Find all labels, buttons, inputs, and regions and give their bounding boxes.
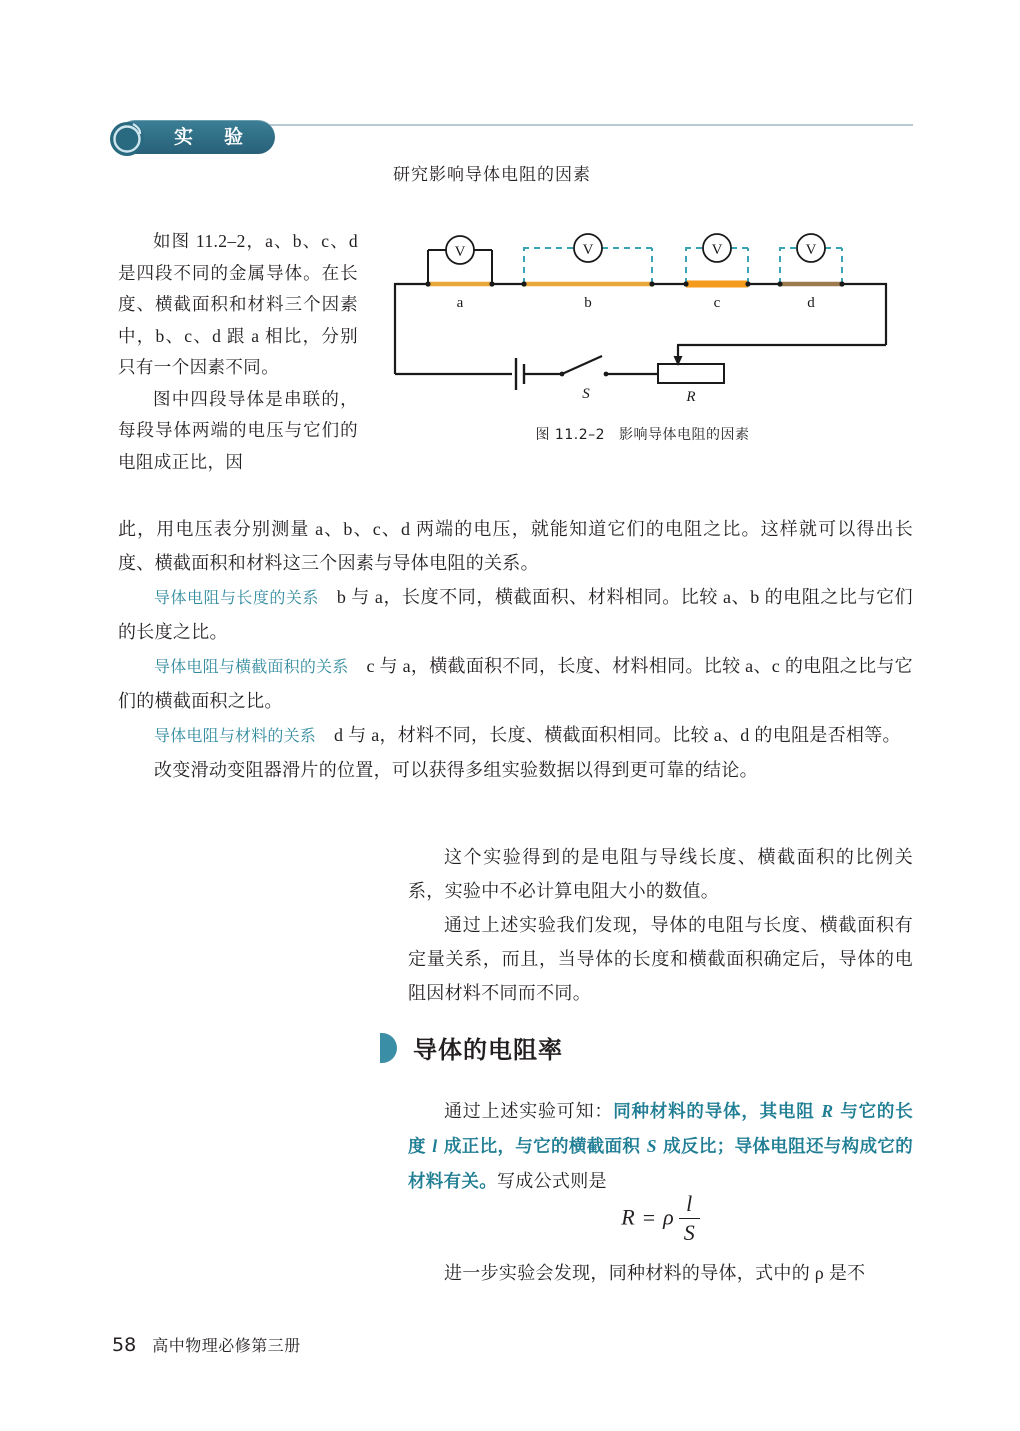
relation-item-area — [118, 649, 913, 718]
svg-text:b: b — [584, 295, 592, 311]
formula-numerator: l — [679, 1191, 700, 1219]
left-paragraph-1: 如图 11.2–2，a、b、c、d 是四段不同的金属导体。在长度、横截面积和材料三个因素中，b、c、d 跟 a 相比，分别只有一个因素不同。 — [118, 231, 358, 377]
svg-text:a: a — [456, 295, 464, 311]
relation-lead-area: 导体电阻与横截面积的关系 — [154, 657, 349, 676]
left-text-column — [118, 226, 358, 478]
formula-fraction — [679, 1191, 700, 1246]
note-paragraph-1: 这个实验得到的是电阻与导线长度、横截面积的比例关系，实验中不必计算电阻大小的数值。 — [408, 847, 913, 901]
relation-text-length: b 与 a，长度不同，横截面积、材料相同。比较 a、b 的电阻之比与它们的长度之比。 — [118, 587, 913, 642]
svg-text:S: S — [582, 386, 590, 402]
main-body-text — [118, 512, 913, 787]
note-paragraph-2: 通过上述实验我们发现，导体的电阻与长度、横截面积有定量关系，而且，当导体的长度和横截面积确定后，导体的电阻因材料不同而不同。 — [408, 915, 913, 1003]
body-paragraph-after: 改变滑动变阻器滑片的位置，可以获得多组实验数据以得到更可靠的结论。 — [154, 760, 758, 780]
svg-text:V: V — [582, 242, 594, 258]
circuit-diagram — [390, 212, 895, 417]
body-paragraph-continued: 此，用电压表分别测量 a、b、c、d 两端的电压，就能知道它们的电阻之比。这样就可以得出长度、横截面积和材料这三个因素与导体电阻的关系。 — [118, 519, 913, 573]
svg-text:c: c — [713, 295, 721, 311]
hl-part-1: 同种材料的导体，其电阻 — [613, 1102, 822, 1122]
tail-paragraph-block — [408, 1256, 913, 1290]
experiment-flask-icon — [106, 116, 150, 160]
banner-rule — [258, 124, 913, 126]
svg-text:V: V — [805, 242, 817, 258]
experiment-label: 实 验 — [174, 125, 250, 148]
relation-lead-material: 导体电阻与材料的关系 — [154, 726, 317, 745]
hl-symbol-l: l — [432, 1136, 438, 1156]
relation-text-area: c 与 a，横截面积不同，长度、材料相同。比较 a、c 的电阻之比与它们的横截面积之比。 — [118, 656, 913, 711]
relation-lead-length: 导体电阻与长度的关系 — [154, 588, 319, 607]
figure-caption-text: 影响导体电阻的因素 — [619, 427, 750, 443]
experiment-banner — [118, 117, 275, 157]
formula-denominator: S — [683, 1220, 695, 1245]
figure-caption — [390, 424, 895, 444]
hl-symbol-R: R — [821, 1101, 834, 1121]
svg-text:R: R — [686, 389, 696, 405]
book-title: 高中物理必修第三册 — [152, 1336, 301, 1355]
tail-paragraph: 进一步实验会发现，同种材料的导体，式中的 ρ 是不 — [444, 1263, 866, 1283]
resistivity-formula — [408, 1192, 913, 1247]
section-title: 导体的电阻率 — [413, 1036, 563, 1064]
experiment-pill — [118, 120, 275, 154]
formula-rho: ρ — [663, 1204, 674, 1230]
page-footer — [112, 1333, 301, 1356]
note-block — [408, 840, 913, 1010]
hl-part-2: 与它的长度 — [408, 1102, 914, 1157]
resistivity-text — [408, 1094, 913, 1199]
hl-part-3: 成正比，与它的横截面积 — [437, 1137, 647, 1157]
relation-item-material — [118, 718, 913, 753]
relation-text-material: d 与 a，材料不同，长度、横截面积相同。比较 a、d 的电阻是否相等。 — [334, 725, 901, 745]
resistivity-intro: 通过上述实验可知： — [444, 1101, 614, 1121]
svg-text:V: V — [711, 242, 723, 258]
svg-text:d: d — [807, 295, 815, 311]
page-number: 58 — [112, 1334, 137, 1356]
hl-part-4: 成反比；导体电阻还与构成它的材料有关。 — [408, 1137, 913, 1192]
svg-text:V: V — [454, 244, 466, 260]
left-paragraph-2: 图中四段导体是串联的，每段导体两端的电压与它们的电阻成正比，因 — [118, 388, 358, 472]
section-marker-icon — [380, 1033, 397, 1063]
hl-symbol-S: S — [646, 1136, 657, 1156]
figure-caption-label: 图 11.2–2 — [535, 427, 606, 443]
formula-lhs: R — [621, 1204, 635, 1230]
relation-item-length — [118, 580, 913, 649]
section-heading — [380, 1030, 563, 1065]
figure-title: 研究影响导体电阻的因素 — [393, 165, 591, 185]
resistivity-paragraph — [408, 1094, 913, 1199]
resistivity-tail: 写成公式则是 — [497, 1171, 607, 1191]
formula-equals: = — [642, 1204, 656, 1230]
